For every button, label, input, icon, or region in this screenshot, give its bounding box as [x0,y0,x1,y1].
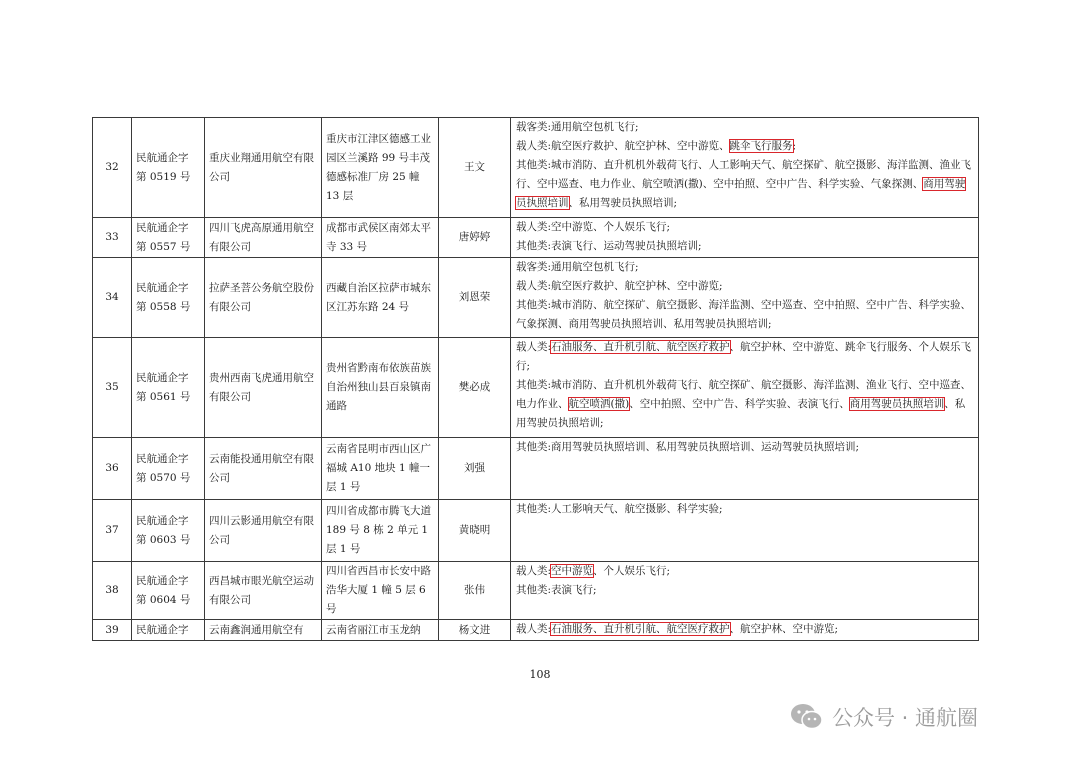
permit-number [132,620,205,641]
watermark [790,702,978,732]
scope-text: 载人类: [516,565,552,577]
permit-number [132,562,205,620]
row-number: 35 [93,338,132,438]
scope-line [516,438,973,457]
company-address: 西藏自治区拉萨市城东区江苏东路 24 号 [322,258,439,338]
company-address: 贵州省黔南布依族苗族自治州独山县百泉镇南通路 [322,338,439,438]
scope-line [516,237,973,256]
scope-line [516,562,973,581]
row-number: 37 [93,500,132,562]
legal-representative: 唐婷婷 [439,218,511,258]
watermark-text: 公众号 · 通航圈 [832,706,979,730]
scope-text: 其他类:表演飞行; [516,584,597,596]
highlighted-item: 石油服务、直升机引航、航空医疗救护 [551,341,730,353]
legal-representative: 刘恩荣 [439,258,511,338]
scope-text: 载人类:航空医疗救护、航空护林、空中游览; [516,280,723,292]
scope-text: 载人类: [516,341,552,353]
row-number: 33 [93,218,132,258]
scope-line [516,218,973,237]
legal-representative: 黄晓明 [439,500,511,562]
permit-line: 第 0603 号 [136,533,191,546]
company-name: 拉萨圣菩公务航空股份有限公司 [205,258,322,338]
permit-number [132,118,205,218]
company-name: 四川飞虎高原通用航空有限公司 [205,218,322,258]
permit-line: 第 0557 号 [136,240,191,253]
table-row [93,338,979,438]
scope-line [516,338,973,376]
permit-number [132,258,205,338]
wechat-icon [790,703,824,731]
company-address: 四川省成都市腾飞大道 189 号 8 栋 2 单元 1 层 1 号 [322,500,439,562]
scope-text: 其他类:表演飞行、运动驾驶员执照培训; [516,240,702,252]
highlighted-item: 航空喷洒(撒) [568,398,630,410]
scope-text: 其他类:商用驾驶员执照培训、私用驾驶员执照培训、运动驾驶员执照培训; [516,441,860,453]
scope-text: 、航空护林、空中游览; [729,623,839,635]
scope-line [516,137,973,156]
business-scope [511,338,979,438]
scope-text: 其他类:城市消防、直升机机外载荷飞行、航空探矿、航空摄影、海洋监测、渔业飞行、空中巡查、电力作业、 [516,379,972,410]
scope-line [516,296,973,334]
scope-text: 其他类:城市消防、航空探矿、航空摄影、海洋监测、空中巡查、空中拍照、空中广告、科学实验、气象探测、商用驾驶员执照培训、私用驾驶员执照培训; [516,299,972,330]
company-name: 云南能投通用航空有限公司 [205,438,322,500]
business-scope [511,438,979,500]
scope-text: 载人类: [516,623,552,635]
scope-line [516,581,973,600]
business-scope [511,258,979,338]
permit-number [132,338,205,438]
legal-representative: 刘强 [439,438,511,500]
scope-text: 、航空护林、空中游览、跳伞飞行服务、个人娱乐飞行; [516,341,972,372]
highlighted-item: 商用驾驶员执照培训 [516,178,966,209]
scope-text: 载人类:航空医疗救护、航空护林、空中游览、 [516,140,730,152]
legal-representative: 樊必成 [439,338,511,438]
permit-line: 民航通企字 [136,151,189,164]
table-row [93,500,979,562]
legal-representative: 杨文进 [439,620,511,641]
permit-line: 第 0561 号 [136,390,191,403]
page-number: 108 [529,668,551,681]
company-name: 贵州西南飞虎通用航空有限公司 [205,338,322,438]
legal-representative: 王文 [439,118,511,218]
table-row [93,562,979,620]
scope-line [516,277,973,296]
scope-text: 、私用驾驶员执照培训; [516,398,966,429]
row-number: 32 [93,118,132,218]
row-number: 38 [93,562,132,620]
table-row [93,258,979,338]
scope-text: 载人类:空中游览、个人娱乐飞行; [516,221,671,233]
company-name: 重庆业翔通用航空有限公司 [205,118,322,218]
scope-text: 、个人娱乐飞行; [593,565,671,577]
legal-representative: 张伟 [439,562,511,620]
company-address: 云南省丽江市玉龙纳 [322,620,439,641]
highlighted-item: 商用驾驶员执照培训 [849,398,945,410]
scope-line [516,376,973,433]
highlighted-item: 空中游览 [551,565,594,577]
permit-line: 民航通企字 [136,221,189,234]
company-name: 云南鑫润通用航空有 [205,620,322,641]
scope-text: 载客类:通用航空包机飞行; [516,261,639,273]
table-row [93,620,979,641]
permit-line: 第 0570 号 [136,471,191,484]
row-number: 34 [93,258,132,338]
scope-text: 其他类:城市消防、直升机机外载荷飞行、人工影响天气、航空探矿、航空摄影、海洋监测、渔业飞行、空中巡查、电力作业、航空喷洒(撒)、空中拍照、空中广告、科学实验、气象探测、 [516,159,972,190]
scope-text: ; [792,140,797,152]
company-name: 西昌城市眼光航空运动有限公司 [205,562,322,620]
row-number: 36 [93,438,132,500]
permit-line: 民航通企字 [136,371,189,384]
highlighted-item: 石油服务、直升机引航、航空医疗救护 [551,623,730,635]
business-scope [511,500,979,562]
business-scope [511,218,979,258]
permit-line: 民航通企字 [136,514,189,527]
scope-line [516,118,973,137]
row-number: 39 [93,620,132,641]
permit-line: 第 0604 号 [136,593,191,606]
operator-table [92,117,979,641]
permit-line: 民航通企字 [136,452,189,465]
business-scope [511,620,979,641]
table-row [93,438,979,500]
scope-line [516,258,973,277]
permit-number [132,438,205,500]
table-row [93,218,979,258]
permit-line: 民航通企字 [136,574,189,587]
company-address: 重庆市江津区德感工业园区兰溪路 99 号丰茂德感标准厂房 25 幢 13 层 [322,118,439,218]
scope-text: 、私用驾驶员执照培训; [568,197,678,209]
permit-number [132,500,205,562]
company-address: 成都市武侯区南郊太平寺 33 号 [322,218,439,258]
scope-text: 其他类:人工影响天气、航空摄影、科学实验; [516,503,723,515]
permit-number [132,218,205,258]
scope-text: 、空中拍照、空中广告、科学实验、表演飞行、 [629,398,850,410]
table-row [93,118,979,218]
business-scope [511,118,979,218]
highlighted-item: 跳伞飞行服务 [729,140,793,152]
company-address: 云南省昆明市西山区广福城 A10 地块 1 幢一层 1 号 [322,438,439,500]
scope-line [516,500,973,519]
permit-line: 第 0519 号 [136,170,191,183]
permit-line: 民航通企字 [136,623,189,636]
scope-text: 载客类:通用航空包机飞行; [516,121,639,133]
company-name: 四川云影通用航空有限公司 [205,500,322,562]
company-address: 四川省西昌市长安中路浩华大厦 1 幢 5 层 6 号 [322,562,439,620]
scope-line [516,620,973,639]
permit-line: 民航通企字 [136,281,189,294]
scope-line [516,156,973,213]
permit-line: 第 0558 号 [136,300,191,313]
business-scope [511,562,979,620]
